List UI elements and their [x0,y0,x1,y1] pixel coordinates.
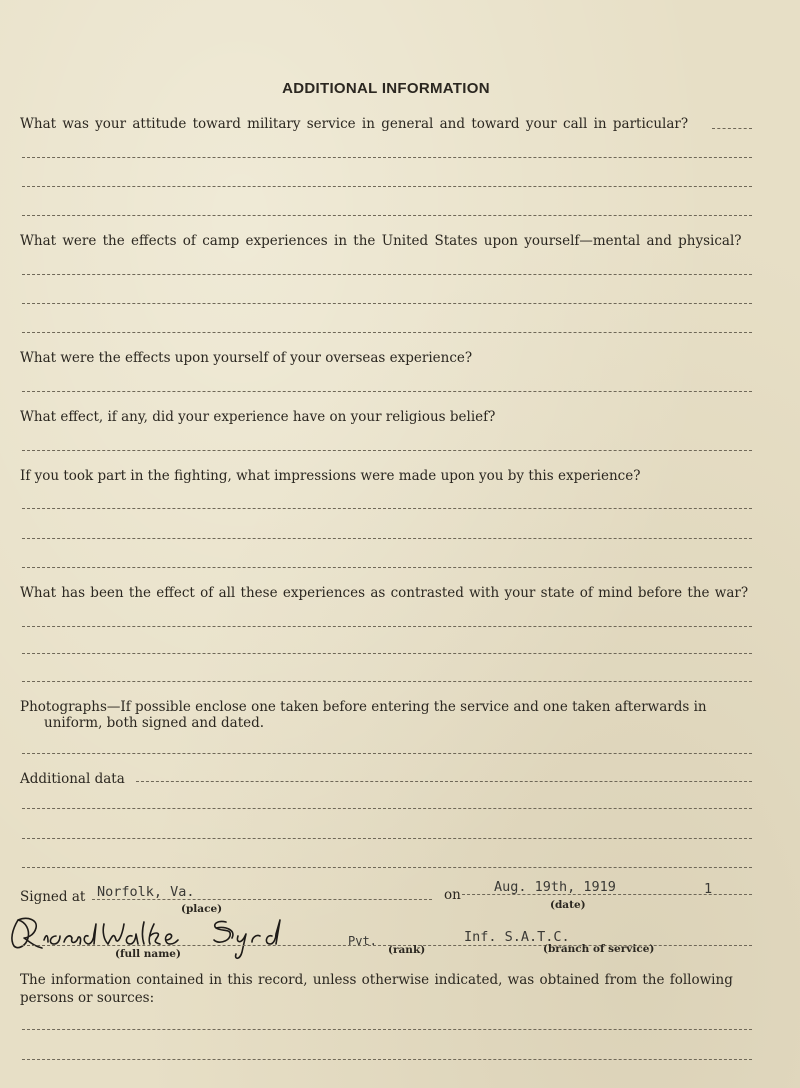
date-line[interactable] [462,894,752,895]
answer-line[interactable] [22,450,752,451]
answer-line[interactable] [22,567,752,568]
question-religious-belief: What effect, if any, did your experience have on your religious belief? [20,409,496,425]
place-caption: (place) [181,903,223,915]
answer-line[interactable] [22,157,752,158]
full-name-caption: (full name) [115,948,181,960]
date-caption: (date) [550,899,586,911]
rank-caption: (rank) [388,944,426,956]
sources-statement-line2: persons or sources: [20,990,155,1006]
branch-value: Inf. S.A.T.C. [464,929,570,945]
question-camp-experiences: What were the effects of camp experiences in the United States upon yourself—mental and physical? [20,233,742,249]
signed-at-label: Signed at [20,889,86,905]
answer-line[interactable] [22,332,752,333]
answer-line[interactable] [712,128,752,129]
answer-line[interactable] [22,867,752,868]
question-effect-contrasted: What has been the effect of all these experiences as contrasted with your state of mind before the war? [20,585,749,601]
sources-statement-line1: The information contained in this record, unless otherwise indicated, was obtained from the following [20,972,733,988]
question-attitude: What was your attitude toward military service in general and toward your call in particular? [20,116,689,132]
answer-line[interactable] [22,274,752,275]
question-fighting-impressions: If you took part in the fighting, what impressions were made upon you by this experience? [20,468,641,484]
place-line[interactable] [92,899,432,900]
date-value: Aug. 19th, 1919 [494,879,616,895]
on-label: on [444,887,461,903]
answer-line[interactable] [22,303,752,304]
answer-line[interactable] [22,653,752,654]
question-overseas-experience: What were the effects upon yourself of your overseas experience? [20,350,473,366]
photographs-instruction-line2: uniform, both signed and dated. [44,715,265,731]
answer-line[interactable] [22,838,752,839]
answer-line[interactable] [22,186,752,187]
answer-line[interactable] [22,1059,752,1060]
rank-value: Pvt. [348,934,377,948]
photographs-instruction-line1: Photographs—If possible enclose one taken before entering the service and one taken afterwards in [20,699,707,715]
additional-data-label: Additional data [20,771,125,787]
answer-line[interactable] [22,1029,752,1030]
answer-line[interactable] [22,681,752,682]
answer-line[interactable] [22,753,752,754]
answer-line[interactable] [22,626,752,627]
answer-line[interactable] [22,215,752,216]
answer-line[interactable] [136,781,752,782]
form-title: ADDITIONAL INFORMATION [282,80,490,97]
answer-line[interactable] [22,538,752,539]
answer-line[interactable] [22,808,752,809]
date-extra: 1 [704,881,713,897]
place-value: Norfolk, Va. [97,884,195,900]
answer-line[interactable] [22,508,752,509]
branch-caption: (branch of service) [543,943,655,955]
answer-line[interactable] [22,391,752,392]
